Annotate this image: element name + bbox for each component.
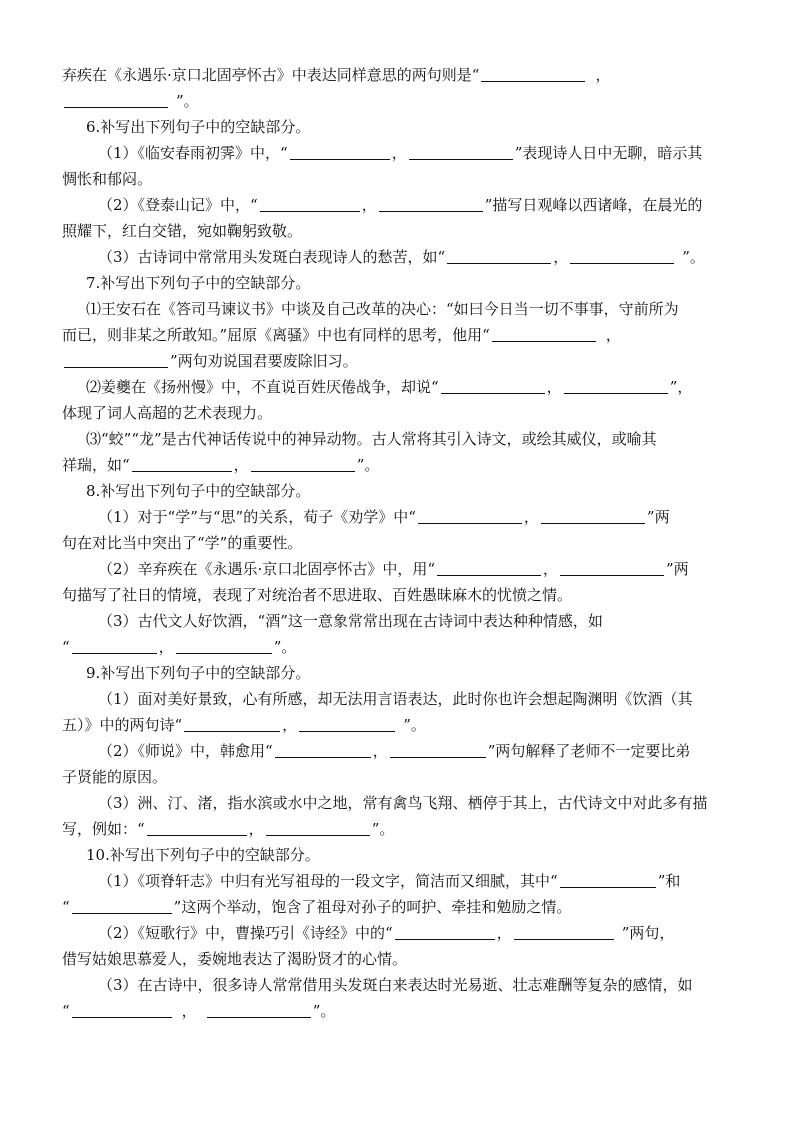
text-line: 而已，则非某之所敢知。”屈原《离骚》中也有同样的思考，他用“ ，	[62, 326, 621, 344]
text-line: “ ”这两个举动，饱含了祖母对孙子的呵护、牵挂和勉励之情。	[62, 898, 572, 916]
question-7-title: 7.补写出下列句子中的空缺部分。	[86, 274, 311, 292]
text-line: （2）《师说》中，韩愈用“ ， ”两句解释了老师不一定要比弟	[98, 742, 691, 760]
answer-blank[interactable]	[72, 899, 172, 914]
answer-blank[interactable]	[379, 197, 483, 212]
text-line: “ ， ”。	[62, 638, 297, 656]
question-8-title: 8.补写出下列句子中的空缺部分。	[86, 482, 311, 500]
answer-blank[interactable]	[560, 561, 664, 576]
answer-blank[interactable]	[447, 249, 551, 264]
text-line: （2）辛弃疾在《永遇乐·京口北固亭怀古》中，用“ ， ”两	[98, 560, 689, 578]
text-line: 照耀下，红白交错，宛如鞠躬致敬。	[62, 222, 303, 240]
text-line: （1）《临安春雨初霁》中，“ ， ”表现诗人日中无聊，暗示其	[98, 144, 703, 162]
answer-blank[interactable]	[176, 639, 272, 654]
answer-blank[interactable]	[72, 639, 157, 654]
answer-blank[interactable]	[560, 873, 656, 888]
answer-blank[interactable]	[132, 457, 232, 472]
text-line: （3）古代文人好饮酒，“酒”这一意象常常出现在古诗词中表达种种情感，如	[98, 612, 603, 630]
text-line: 借写姑娘思慕爱人，委婉地表达了渴盼贤才的心情。	[62, 950, 408, 968]
text-line: 弃疾在《永遇乐·京口北固亭怀古》中表达同样意思的两句则是“ ，	[62, 66, 611, 84]
text-line: （3）洲、汀、渚，指水滨或水中之地，常有禽鸟飞翔、栖停于其上，古代诗文中对此多有描	[98, 794, 708, 812]
text-line: ”。	[62, 92, 199, 110]
question-9-title: 9.补写出下列句子中的空缺部分。	[86, 664, 311, 682]
answer-blank[interactable]	[266, 821, 370, 836]
answer-blank[interactable]	[409, 145, 513, 160]
answer-blank[interactable]	[481, 67, 585, 82]
answer-blank[interactable]	[441, 379, 545, 394]
answer-blank[interactable]	[395, 925, 495, 940]
answer-blank[interactable]	[390, 743, 486, 758]
text-line: （1）对于“学”与“思”的关系，荀子《劝学》中“ ， ”两	[98, 508, 670, 526]
question-6-title: 6.补写出下列句子中的空缺部分。	[86, 118, 311, 136]
text-line: （2）《登泰山记》中，“ ， ”描写日观峰以西诸峰，在晨光的	[98, 196, 703, 214]
answer-blank[interactable]	[570, 249, 674, 264]
answer-blank[interactable]	[64, 353, 168, 368]
text-line: 惆怅和郁闷。	[62, 170, 153, 188]
text-line: （3）在古诗中，很多诗人常常借用头发斑白来表达时光易逝、壮志难酬等复杂的感情，如	[98, 976, 693, 994]
answer-blank[interactable]	[541, 509, 645, 524]
question-10-title: 10.补写出下列句子中的空缺部分。	[86, 846, 320, 864]
answer-blank[interactable]	[299, 717, 395, 732]
answer-blank[interactable]	[290, 145, 390, 160]
text-line: 写，例如：“ ， ”。	[62, 820, 395, 838]
text-line: ⑶“蛟”“龙”是古代神话传说中的神异动物。古人常将其引入诗文，或绘其威仪，或喻其	[86, 430, 657, 448]
answer-blank[interactable]	[147, 821, 247, 836]
text-line: 句在对比当中突出了“学”的重要性。	[62, 534, 303, 552]
text-line: ”两句劝说国君要废除旧习。	[62, 352, 358, 370]
answer-blank[interactable]	[437, 561, 541, 576]
text-line: 五）》中的两句诗“ ， ”。	[62, 716, 426, 734]
answer-blank[interactable]	[275, 743, 371, 758]
answer-blank[interactable]	[564, 379, 668, 394]
answer-blank[interactable]	[251, 457, 355, 472]
text-line: 句描写了社日的情境，表现了对统治者不思进取、百姓愚昧麻木的忧愤之情。	[62, 586, 573, 604]
text-line: “ ， ”。	[62, 1002, 336, 1020]
text-line: ⑴王安石在《答司马谏议书》中谈及自己改革的决心：“如曰今日当一切不事事，守前所为	[86, 300, 679, 318]
answer-blank[interactable]	[260, 197, 360, 212]
answer-blank[interactable]	[492, 327, 596, 342]
answer-blank[interactable]	[418, 509, 522, 524]
text-line: 体现了词人高超的艺术表现力。	[62, 404, 273, 422]
text-line: （3）古诗词中常常用头发斑白表现诗人的愁苦，如“ ， ”。	[98, 248, 705, 266]
text-line: 子贤能的原因。	[62, 768, 168, 786]
answer-blank[interactable]	[207, 1003, 311, 1018]
text-line: ⑵姜夔在《扬州慢》中，不直说百姓厌倦战争，却说“ ， ”，	[86, 378, 693, 396]
text-line: （2）《短歌行》中，曹操巧引《诗经》中的“ ， ”两句，	[98, 924, 675, 942]
text-line: （1）面对美好景致，心有所感，却无法用言语表达，此时你也许会想起陶渊明《饮酒（其	[98, 690, 693, 708]
answer-blank[interactable]	[184, 717, 280, 732]
answer-blank[interactable]	[72, 1003, 172, 1018]
answer-blank[interactable]	[514, 925, 614, 940]
text-line: 祥瑞，如“ ， ”。	[62, 456, 380, 474]
answer-blank[interactable]	[64, 93, 168, 108]
text-line: （1）《项脊轩志》中归有光写祖母的一段文字，简洁而又细腻，其中“ ”和	[98, 872, 681, 890]
